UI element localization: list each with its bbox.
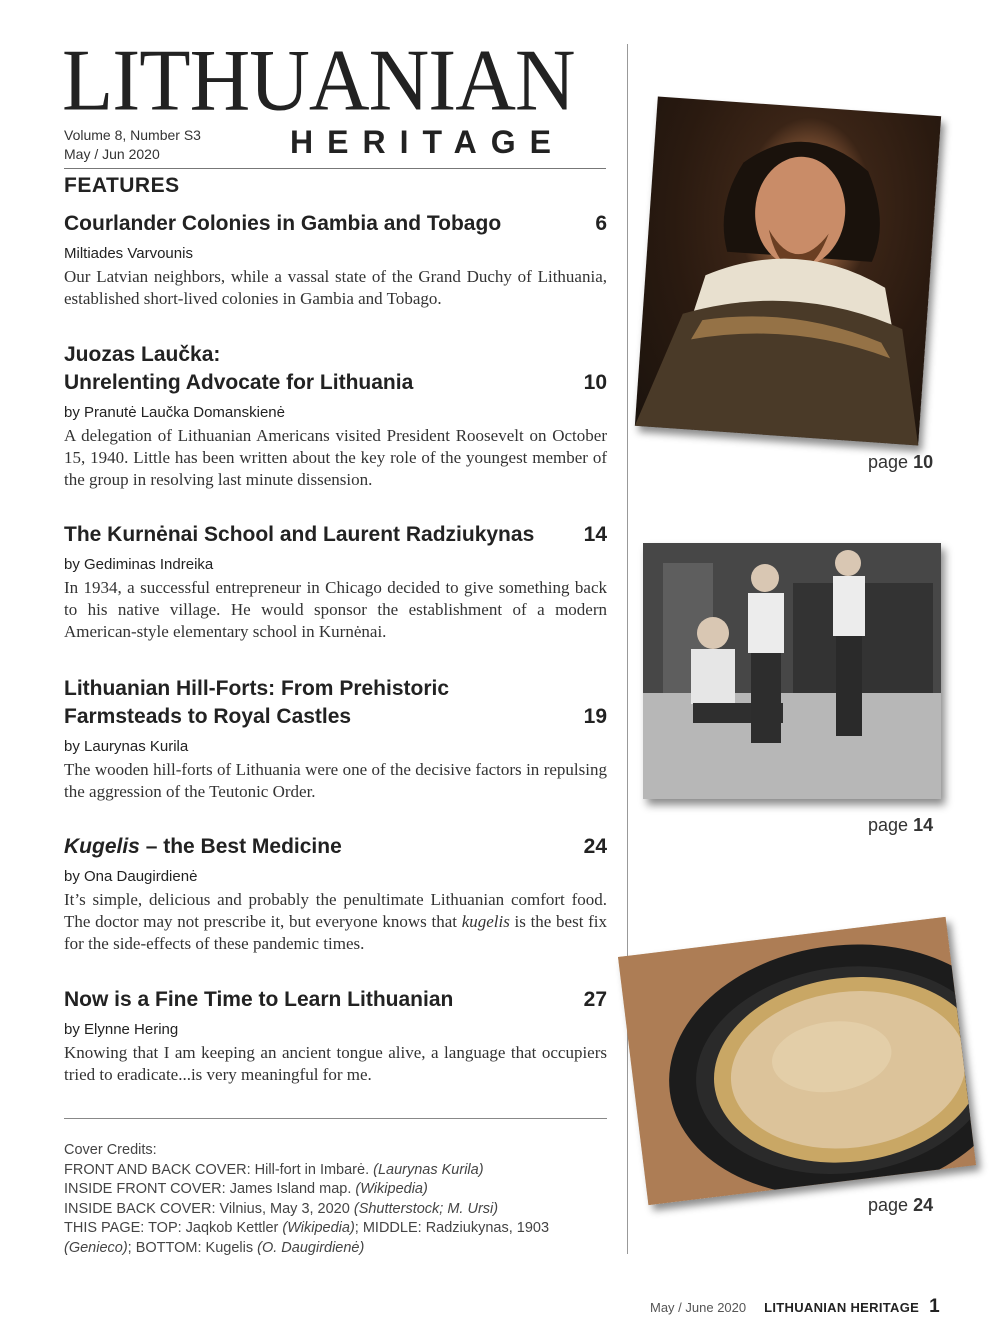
credit-line (64, 1219, 614, 1239)
article-title-text: The Kurnėnai School and Laurent Radziukynas (64, 523, 535, 546)
kugelis-photo[interactable] (618, 917, 976, 1205)
article-page-number: 6 (595, 212, 607, 235)
issue-info (64, 126, 201, 164)
article-title-line2: Unrelenting Advocate for Lithuania (64, 371, 414, 394)
credit-source: (Wikipedia) (282, 1220, 355, 1236)
article-title[interactable] (64, 675, 607, 731)
footer-page-number: 1 (929, 1296, 940, 1317)
article-title-text: Now is a Fine Time to Learn Lithuanian (64, 988, 454, 1011)
credit-source: (Laurynas Kurila) (373, 1161, 484, 1178)
article-summary: In 1934, a successful entrepreneur in Chicago decided to give something back to his native village. He would sponsor the establishment of a modern American-style elementary school in Kurnėnai. (64, 578, 607, 641)
caption-prefix: page (868, 1195, 909, 1215)
volume-number: Volume 8, Number S3 (64, 127, 201, 143)
portrait-illustration (635, 96, 941, 445)
article-title-text: – the Best Medicine (139, 835, 342, 858)
radziukynas-illustration (643, 543, 941, 799)
caption-page-10 (868, 452, 933, 473)
article-kugelis[interactable] (64, 833, 607, 955)
article-hill-forts[interactable] (64, 675, 607, 803)
caption-prefix: page (868, 815, 909, 835)
credit-label: INSIDE FRONT COVER: James Island map. (64, 1181, 356, 1197)
portrait-photo[interactable] (635, 96, 941, 445)
caption-page-number: 24 (913, 1195, 934, 1215)
credit-source: (Shutterstock; M. Ursi) (353, 1200, 499, 1217)
article-summary: Knowing that I am keeping an ancient tongue alive, a language that occupiers tried to eradicate...is very meaningful for me. (64, 1043, 607, 1084)
credit-label: THIS PAGE: TOP: Jaqkob Kettler (64, 1220, 283, 1236)
article-page-number: 10 (583, 371, 607, 394)
footer-date: May / June 2020 (650, 1300, 747, 1315)
credit-source: (Genieco) (64, 1239, 128, 1256)
article-summary: The wooden hill-forts of Lithuania were one of the decisive factors in repulsing the aggression of the Teutonic Order. (64, 760, 607, 801)
footer-magazine: LITHUANIAN HERITAGE (764, 1300, 920, 1315)
summary-italic: kugelis (461, 912, 510, 931)
credit-label: ; MIDDLE: Radziukynas, 1903 (354, 1220, 550, 1236)
article-title[interactable] (64, 521, 607, 549)
article-author: by Elynne Hering (64, 1021, 179, 1038)
credit-label: ; BOTTOM: Kugelis (127, 1239, 258, 1256)
column-divider (627, 44, 628, 1254)
page-footer (650, 1296, 940, 1318)
issue-date: May / Jun 2020 (64, 146, 160, 162)
article-author: by Ona Daugirdienė (64, 868, 198, 885)
caption-page-number: 10 (913, 452, 934, 472)
article-title[interactable] (64, 833, 607, 861)
cover-credits (64, 1141, 614, 1258)
article-title[interactable] (64, 210, 607, 238)
article-title[interactable] (64, 341, 607, 397)
article-laucka[interactable] (64, 341, 607, 491)
credit-source: (Wikipedia) (355, 1181, 428, 1197)
article-title-italic: Kugelis (64, 835, 140, 858)
summary-part: It’s simple, delicious and probably the penultimate Lithuanian comfort food. The doctor may not prescribe it, but everyone knows that (64, 890, 607, 931)
summary-part: is the best fix for the side-effects of these pandemic times. (64, 912, 607, 953)
radziukynas-photo[interactable] (643, 543, 941, 799)
article-summary: A delegation of Lithuanian Americans visited President Roosevelt on October 15, 1940. Little has been written about the key role of the youngest member of the group in resolving last minute dissension. (64, 426, 607, 489)
masthead-subtitle: HERITAGE (290, 124, 565, 160)
article-page-number: 14 (583, 523, 607, 546)
credit-line (64, 1200, 614, 1220)
article-kurnenai[interactable] (64, 521, 607, 643)
credit-line (64, 1180, 614, 1200)
article-title-line1: Juozas Laučka: (64, 343, 221, 366)
credit-line (64, 1161, 614, 1181)
caption-page-14 (868, 815, 933, 836)
article-author: Miltiades Varvounis (64, 245, 193, 262)
article-courlander[interactable] (64, 210, 607, 310)
article-author: by Laurynas Kurila (64, 738, 189, 755)
caption-page-24 (868, 1195, 933, 1216)
section-heading: FEATURES (64, 174, 180, 197)
article-page-number: 27 (583, 988, 607, 1011)
credit-label: INSIDE BACK COVER: Vilnius, May 3, 2020 (64, 1200, 354, 1217)
credit-line (64, 1239, 614, 1259)
credits-heading: Cover Credits: (64, 1142, 157, 1158)
caption-page-number: 14 (913, 815, 934, 835)
article-learn-lithuanian[interactable] (64, 986, 607, 1086)
article-page-number: 19 (583, 705, 607, 728)
masthead-title: LITHUANIAN (62, 31, 575, 130)
article-author: by Pranutė Laučka Domanskienė (64, 404, 285, 421)
credit-label: FRONT AND BACK COVER: Hill-fort in Imbarė. (64, 1161, 374, 1178)
masthead-divider (64, 168, 606, 169)
credit-source: (O. Daugirdienė) (257, 1239, 365, 1256)
credits-divider (64, 1118, 607, 1119)
article-title-text: Courlander Colonies in Gambia and Tobago (64, 212, 502, 235)
article-title-line2: Farmsteads to Royal Castles (64, 705, 352, 728)
article-author: by Gediminas Indreika (64, 556, 214, 573)
article-summary: Our Latvian neighbors, while a vassal state of the Grand Duchy of Lithuania, established short-lived colonies in Gambia and Tobago. (64, 267, 607, 308)
kugelis-illustration (618, 917, 976, 1205)
article-summary (64, 889, 607, 955)
article-title[interactable] (64, 986, 607, 1014)
caption-prefix: page (868, 452, 909, 472)
article-title-line1: Lithuanian Hill-Forts: From Prehistoric (64, 677, 450, 700)
article-page-number: 24 (583, 835, 607, 858)
